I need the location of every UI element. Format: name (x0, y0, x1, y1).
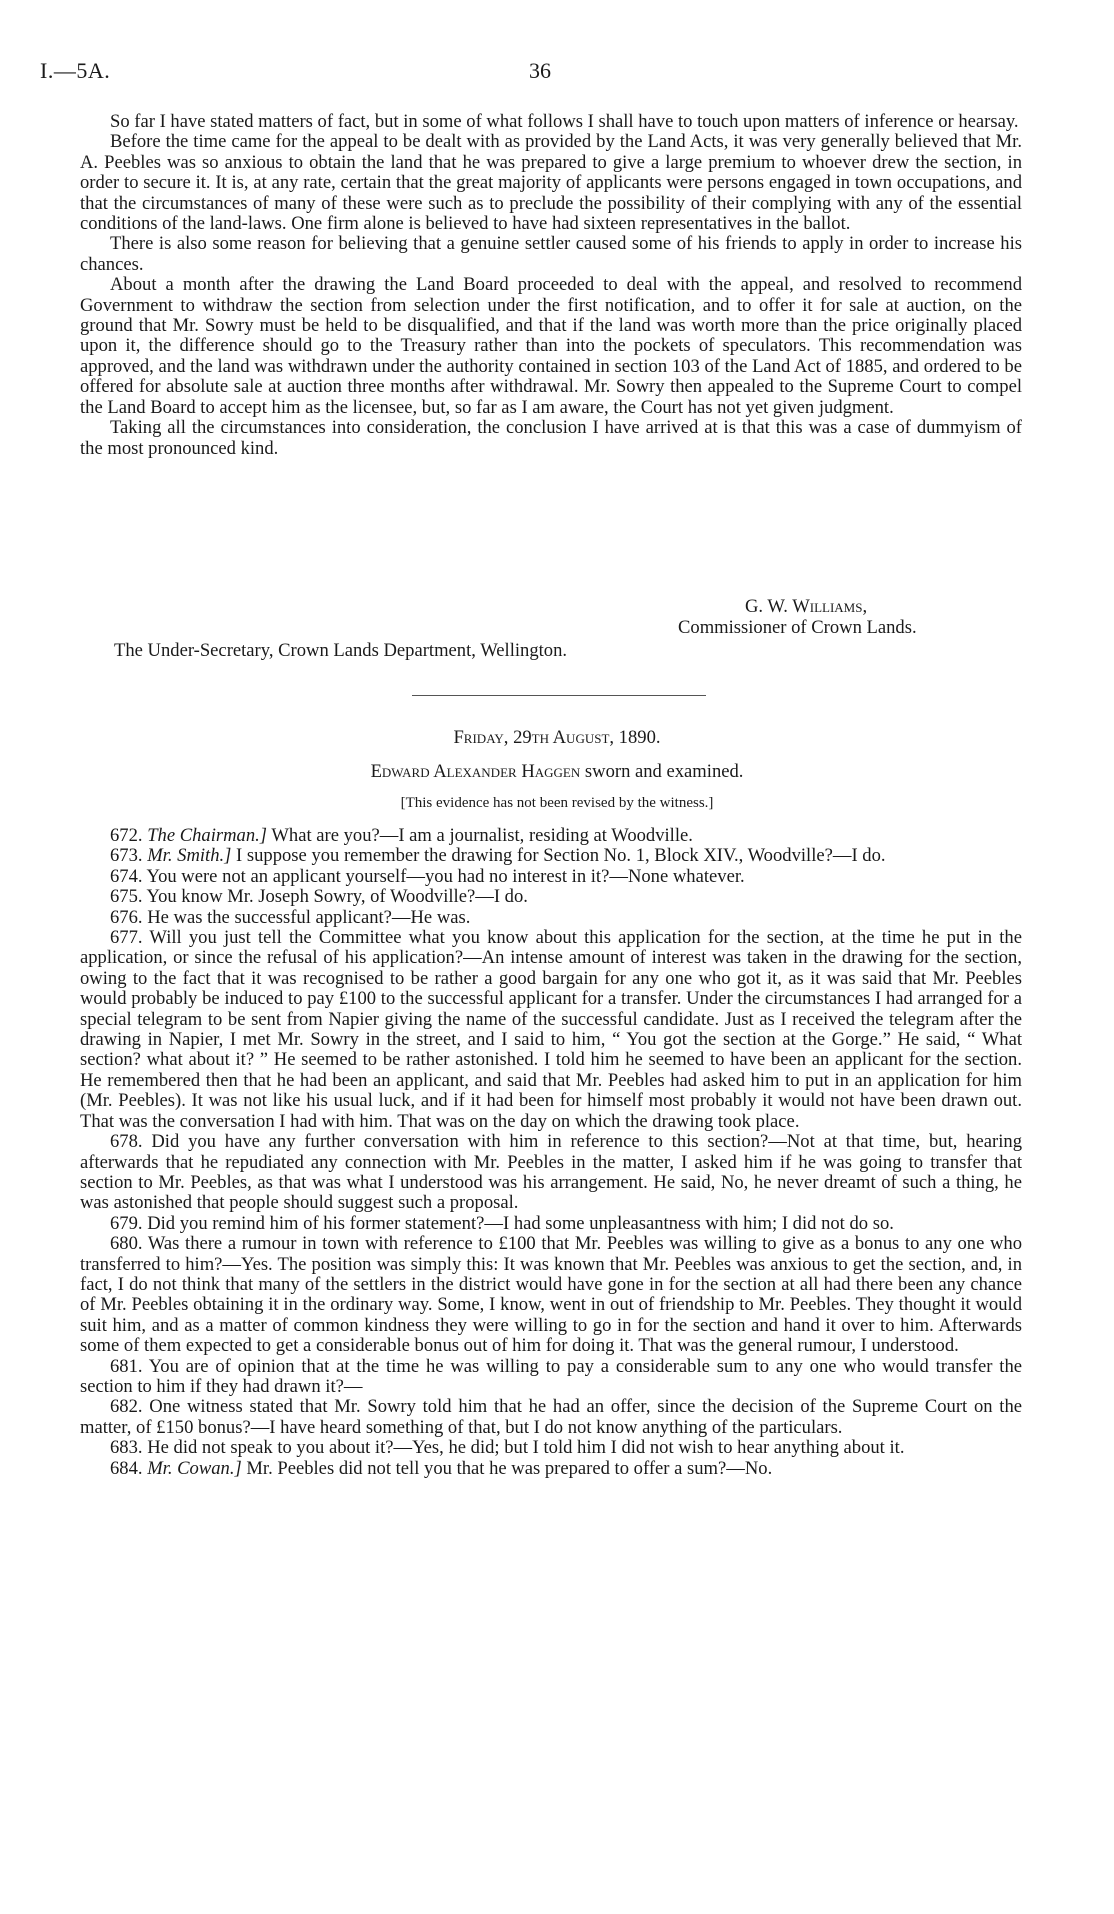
evidence-text: What are you?—I am a journalist, residing at Woodville. (267, 825, 693, 846)
page-number: 36 (529, 58, 551, 83)
question-number: 672. (110, 825, 148, 846)
report-paragraph: About a month after the drawing the Land Board proceeded to deal with the appeal, and resolved to recommend Government to withdraw the section from selection under the first notification, and to offer it for sale at auction, on the ground that Mr. Sowry must be held to be disqualified, and that if the land was worth more than the price originally placed upon it, the difference should go to the Treasury rather than into the pockets of speculators. This recommendation was approved, and the land was withdrawn under the authority contained in section 103 of the Land Act of 1885, and ordered to be offered for absolute sale at auction three months after withdrawal. Mr. Sowry then appealed to the Supreme Court to compel the Land Board to accept him as the licensee, but, so far as I am aware, the Court has not yet given judgment. (80, 274, 1022, 418)
witness-heading (0, 761, 1114, 783)
speaker: Mr. Smith.] (147, 845, 232, 867)
page-header-reference: I.—5A. (40, 58, 111, 83)
evidence-item (80, 887, 1022, 907)
evidence-item (80, 1438, 1022, 1458)
question-number: 679. (110, 1212, 148, 1234)
question-number: 682. (110, 1396, 150, 1418)
speaker: The Chairman.] (147, 825, 268, 846)
evidence-item (80, 826, 1022, 846)
commissioner-report (80, 112, 1022, 459)
witness-name: Edward Alexander Haggen (370, 761, 581, 782)
report-paragraph: Before the time came for the appeal to be dealt with as provided by the Land Acts, it was very generally believed that Mr. A. Peebles was so anxious to obtain the land that he was prepared to give a large premium to whoever drew the section, in order to secure it. It is, at any rate, certain that the great majority of applicants were persons engaged in town occupations, and that the circumstances of many of these were such as to preclude the possibility of their complying with any of the essential conditions of the land-laws. One firm alone is believed to have had sixteen representatives in the ballot. (80, 131, 1022, 235)
evidence-item (80, 1132, 1022, 1214)
evidence-item (80, 1214, 1022, 1234)
question-number: 673. (110, 845, 148, 867)
question-number: 678. (110, 1131, 152, 1153)
evidence-text: He did not speak to you about it?—Yes, he did; but I told him I did not wish to hear anything about it. (147, 1437, 905, 1459)
evidence-transcript (80, 826, 1022, 1479)
evidence-text: Will you just tell the Committee what you know about this application for the section, at the time he put in the application, or since the refusal of his application?—An intense amount of interest was taken in the drawing for the section, owing to the fact that it was recognised to be rather a good bargain for any one who got it, as it was said that Mr. Peebles would probably be induced to pay £100 to the successful applicant for a transfer. Under the circumstances I had arranged for a special telegram to be sent from Napier giving the name of the successful candidate. Just as I received the telegram after the drawing in Napier, I met Mr. Sowry in the street, and I said to him, “ You got the section at the Gorge.” He said, “ What section? what about it? ” He seemed to be rather astonished. I told him he seemed to have been an applicant for the section. He remembered then that he had been an applicant, and said that Mr. Peebles had asked him to put in an application for him (Mr. Peebles). It was not like his usual luck, and if it had been for himself most probably it would not have been drawn out. That was the conversation I had with him. That was on the day on which the drawing took place. (80, 927, 1022, 1132)
revision-note: [This evidence has not been revised by the witness.] (400, 795, 714, 811)
question-number: 680. (110, 1233, 148, 1255)
speaker: Mr. Cowan.] (147, 1457, 242, 1479)
evidence-text: You were not an applicant yourself—you had no interest in it?—None whatever. (146, 865, 745, 887)
report-paragraph: There is also some reason for believing that a genuine settler caused some of his friends to apply in order to increase his chances. (80, 233, 1022, 275)
evidence-text: Mr. Peebles did not tell you that he was prepared to offer a sum?—No. (241, 1457, 773, 1479)
evidence-text: Was there a rumour in town with reference to £100 that Mr. Peebles was willing to give as a bonus to any one who transferred to him?—Yes. The position was simply this: It was known that Mr. Peebles was anxious to get the section, and, in fact, I do not think that many of the settlers in the district would have gone in for the section at all had there been any chance of Mr. Peebles obtaining it in the ordinary way. Some, I know, went in out of friendship to Mr. Peebles. They thought it would suit him, and as a matter of common kindness they were willing to go in for the section and hand it over to him. Afterwards some of them expected to get a considerable bonus out of him for doing it. That was the general rumour, I understood. (80, 1233, 1022, 1357)
report-paragraph: So far I have stated matters of fact, but in some of what follows I shall have to touch upon matters of inference or hearsay. (110, 111, 1019, 132)
evidence-item (80, 928, 1022, 1132)
question-number: 683. (110, 1437, 148, 1459)
evidence-text: One witness stated that Mr. Sowry told him that he had an offer, since the decision of the Supreme Court on the matter, of £150 bonus?—I have heard something of that, but I do not know anything of the particulars. (80, 1396, 1022, 1438)
question-number: 681. (110, 1355, 149, 1377)
evidence-item (80, 1234, 1022, 1356)
question-number: 675. (110, 886, 147, 908)
section-divider (412, 695, 706, 696)
evidence-text: I suppose you remember the drawing for Section No. 1, Block XIV., Woodville?—I do. (231, 845, 886, 867)
evidence-text: You know Mr. Joseph Sowry, of Woodville?—I do. (146, 886, 528, 908)
addressee: The Under-Secretary, Crown Lands Department, Wellington. (114, 640, 568, 661)
signature-title: Commissioner of Crown Lands. (678, 617, 917, 638)
question-number: 684. (110, 1457, 148, 1479)
witness-suffix: sworn and examined. (580, 761, 744, 782)
evidence-text: Did you remind him of his former statement?—I had some unpleasantness with him; I did not do so. (147, 1212, 894, 1234)
report-paragraph: Taking all the circumstances into consideration, the conclusion I have arrived at is that this was a case of dummyism of the most pronounced kind. (80, 417, 1022, 459)
evidence-text: You are of opinion that at the time he was willing to pay a considerable sum to any one who would transfer the section to him if they had drawn it?— (80, 1355, 1022, 1397)
evidence-item (80, 1459, 1022, 1479)
evidence-item (80, 867, 1022, 887)
question-number: 676. (110, 906, 148, 928)
evidence-item (80, 1397, 1022, 1438)
signature-name: G. W. Williams, (745, 596, 868, 617)
evidence-text: Did you have any further conversation with him in reference to this section?—Not at that time, but, hearing afterwards that he repudiated any connection with Mr. Peebles in the matter, I asked him if he was going to transfer that section to Mr. Peebles, as that was what I understood was his arrangement. He said, No, he never dreamt of such a thing, he was astonished that people should suggest such a proposal. (80, 1131, 1022, 1214)
evidence-item (80, 908, 1022, 928)
evidence-item (80, 846, 1022, 866)
question-number: 677. (110, 927, 150, 949)
question-number: 674. (110, 865, 147, 887)
session-date: Friday, 29th August, 1890. (453, 727, 661, 748)
evidence-item (80, 1357, 1022, 1398)
evidence-text: He was the successful applicant?—He was. (147, 906, 471, 928)
